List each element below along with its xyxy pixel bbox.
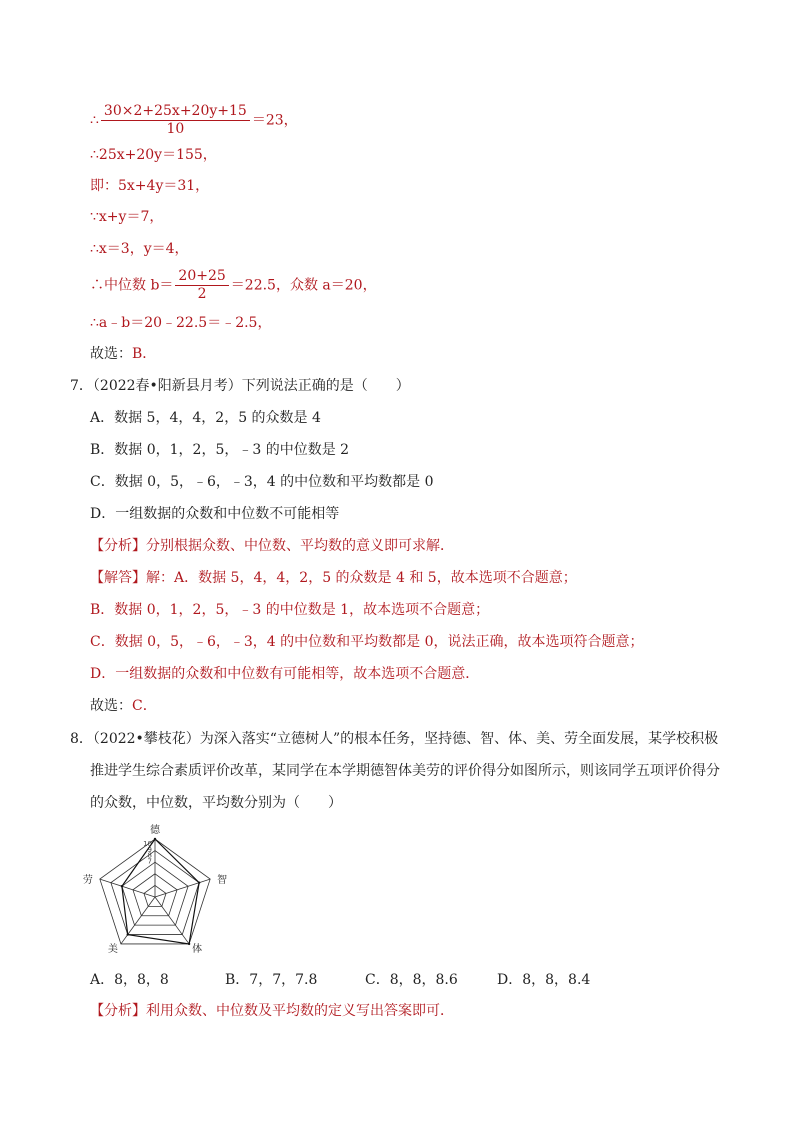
radar-tick-label: 9 <box>147 845 152 854</box>
fraction-2-numerator: 20+25 <box>175 268 228 286</box>
choice-value: B． <box>132 346 157 362</box>
radar-tick-label: 10 <box>143 840 152 848</box>
radar-data-point <box>127 933 129 935</box>
answer-tag: 【解答】 <box>90 570 146 586</box>
analysis-text: 利用众数、中位数及平均数的定义写出答案即可． <box>146 1003 454 1019</box>
analysis-tag: 【分析】 <box>90 538 146 554</box>
solution-line-4: ∵x+y＝7， <box>90 209 164 225</box>
q7-option-b: B．数据 0，1，2，5，﹣3 的中位数是 2 <box>90 442 350 458</box>
radar-data-point <box>198 881 200 883</box>
fraction-2-denominator: 2 <box>197 286 207 302</box>
solution-choice <box>90 345 156 363</box>
answer-a-text: 解：A．数据 5，4，4，2，5 的众数是 4 和 5，故本选项不合题意； <box>146 570 577 586</box>
q8-stem-line-1: 8．（2022•攀枝花）为深入落实“立德树人”的根本任务，坚持德、智、体、美、劳全面发展，某学校积极 <box>70 731 719 747</box>
radar-chart <box>82 822 242 957</box>
q8-stem-line-3: 的众数，中位数，平均数分别为（ ） <box>90 795 342 811</box>
q8-option-c: C．8，8，8.6 <box>365 972 458 988</box>
q8-option-b: B．7，7，7.8 <box>225 972 318 988</box>
radar-tick-label: 8 <box>147 851 152 860</box>
q7-stem: 7．（2022春•阳新县月考）下列说法正确的是（ ） <box>70 378 410 394</box>
median-label: ∴中位数 b＝ <box>90 277 174 294</box>
solution-line-5: ∴x＝3，y＝4， <box>90 241 189 257</box>
q7-answer-b: B．数据 0，1，2，5，﹣3 的中位数是 1，故本选项不合题意； <box>90 602 490 618</box>
analysis-tag: 【分析】 <box>90 1003 146 1019</box>
q7-answer-a <box>90 569 577 587</box>
radar-data-point <box>188 943 190 945</box>
radar-axis-label: 劳 <box>82 875 93 887</box>
choice-value: C． <box>132 698 157 714</box>
radar-data-point <box>121 885 123 887</box>
q8-option-d: D．8，8，8.4 <box>497 972 591 988</box>
radar-axis-label: 体 <box>192 943 203 955</box>
radar-data-point <box>154 838 156 840</box>
solution-line-3: 即：5x+4y＝31， <box>90 178 210 194</box>
fraction-1-denominator: 10 <box>166 121 185 137</box>
solution-line-1-suffix: ＝23， <box>251 112 298 129</box>
q7-option-c: C．数据 0，5，﹣6，﹣3，4 的中位数和平均数都是 0 <box>90 474 434 490</box>
solution-line-1 <box>90 103 298 138</box>
therefore-symbol: ∴ <box>90 112 99 129</box>
fraction-1-numerator: 30×2+25x+20y+15 <box>101 103 250 121</box>
fraction-1 <box>101 103 250 138</box>
solution-line-6 <box>90 268 377 303</box>
analysis-text: 分别根据众数、中位数、平均数的意义即可求解． <box>146 538 454 554</box>
choice-label: 故选： <box>90 346 132 362</box>
q8-stem-line-2: 推进学生综合素质评价改革，某同学在本学期德智体美劳的评价得分如图所示，则该同学五项评价得分 <box>90 763 720 779</box>
radar-axis-label: 智 <box>217 875 228 887</box>
radar-axis-label: 德 <box>150 825 160 836</box>
fraction-2 <box>175 268 228 303</box>
q8-option-a: A．8，8，8 <box>90 972 169 988</box>
q8-analysis <box>90 1002 454 1020</box>
radar-tick-label: 7 <box>147 857 152 866</box>
solution-line-6-suffix: ＝22.5，众数 a＝20， <box>230 277 377 294</box>
q7-choice <box>90 697 157 715</box>
q7-analysis <box>90 537 454 555</box>
q7-answer-c: C．数据 0，5，﹣6，﹣3，4 的中位数和平均数都是 0，说法正确，故本选项符合题意； <box>90 634 644 650</box>
solution-line-7: ∴a﹣b＝20﹣22.5＝﹣2.5， <box>90 315 272 331</box>
solution-line-2: ∴25x+20y＝155， <box>90 147 217 163</box>
q7-option-d: D．一组数据的众数和中位数不可能相等 <box>90 506 340 522</box>
radar-axis-label: 美 <box>107 943 118 955</box>
q7-option-a: A．数据 5，4，4，2，5 的众数是 4 <box>90 410 321 426</box>
q7-answer-d: D．一组数据的众数和中位数有可能相等，故本选项不合题意． <box>90 666 480 682</box>
choice-label: 故选： <box>90 698 132 714</box>
